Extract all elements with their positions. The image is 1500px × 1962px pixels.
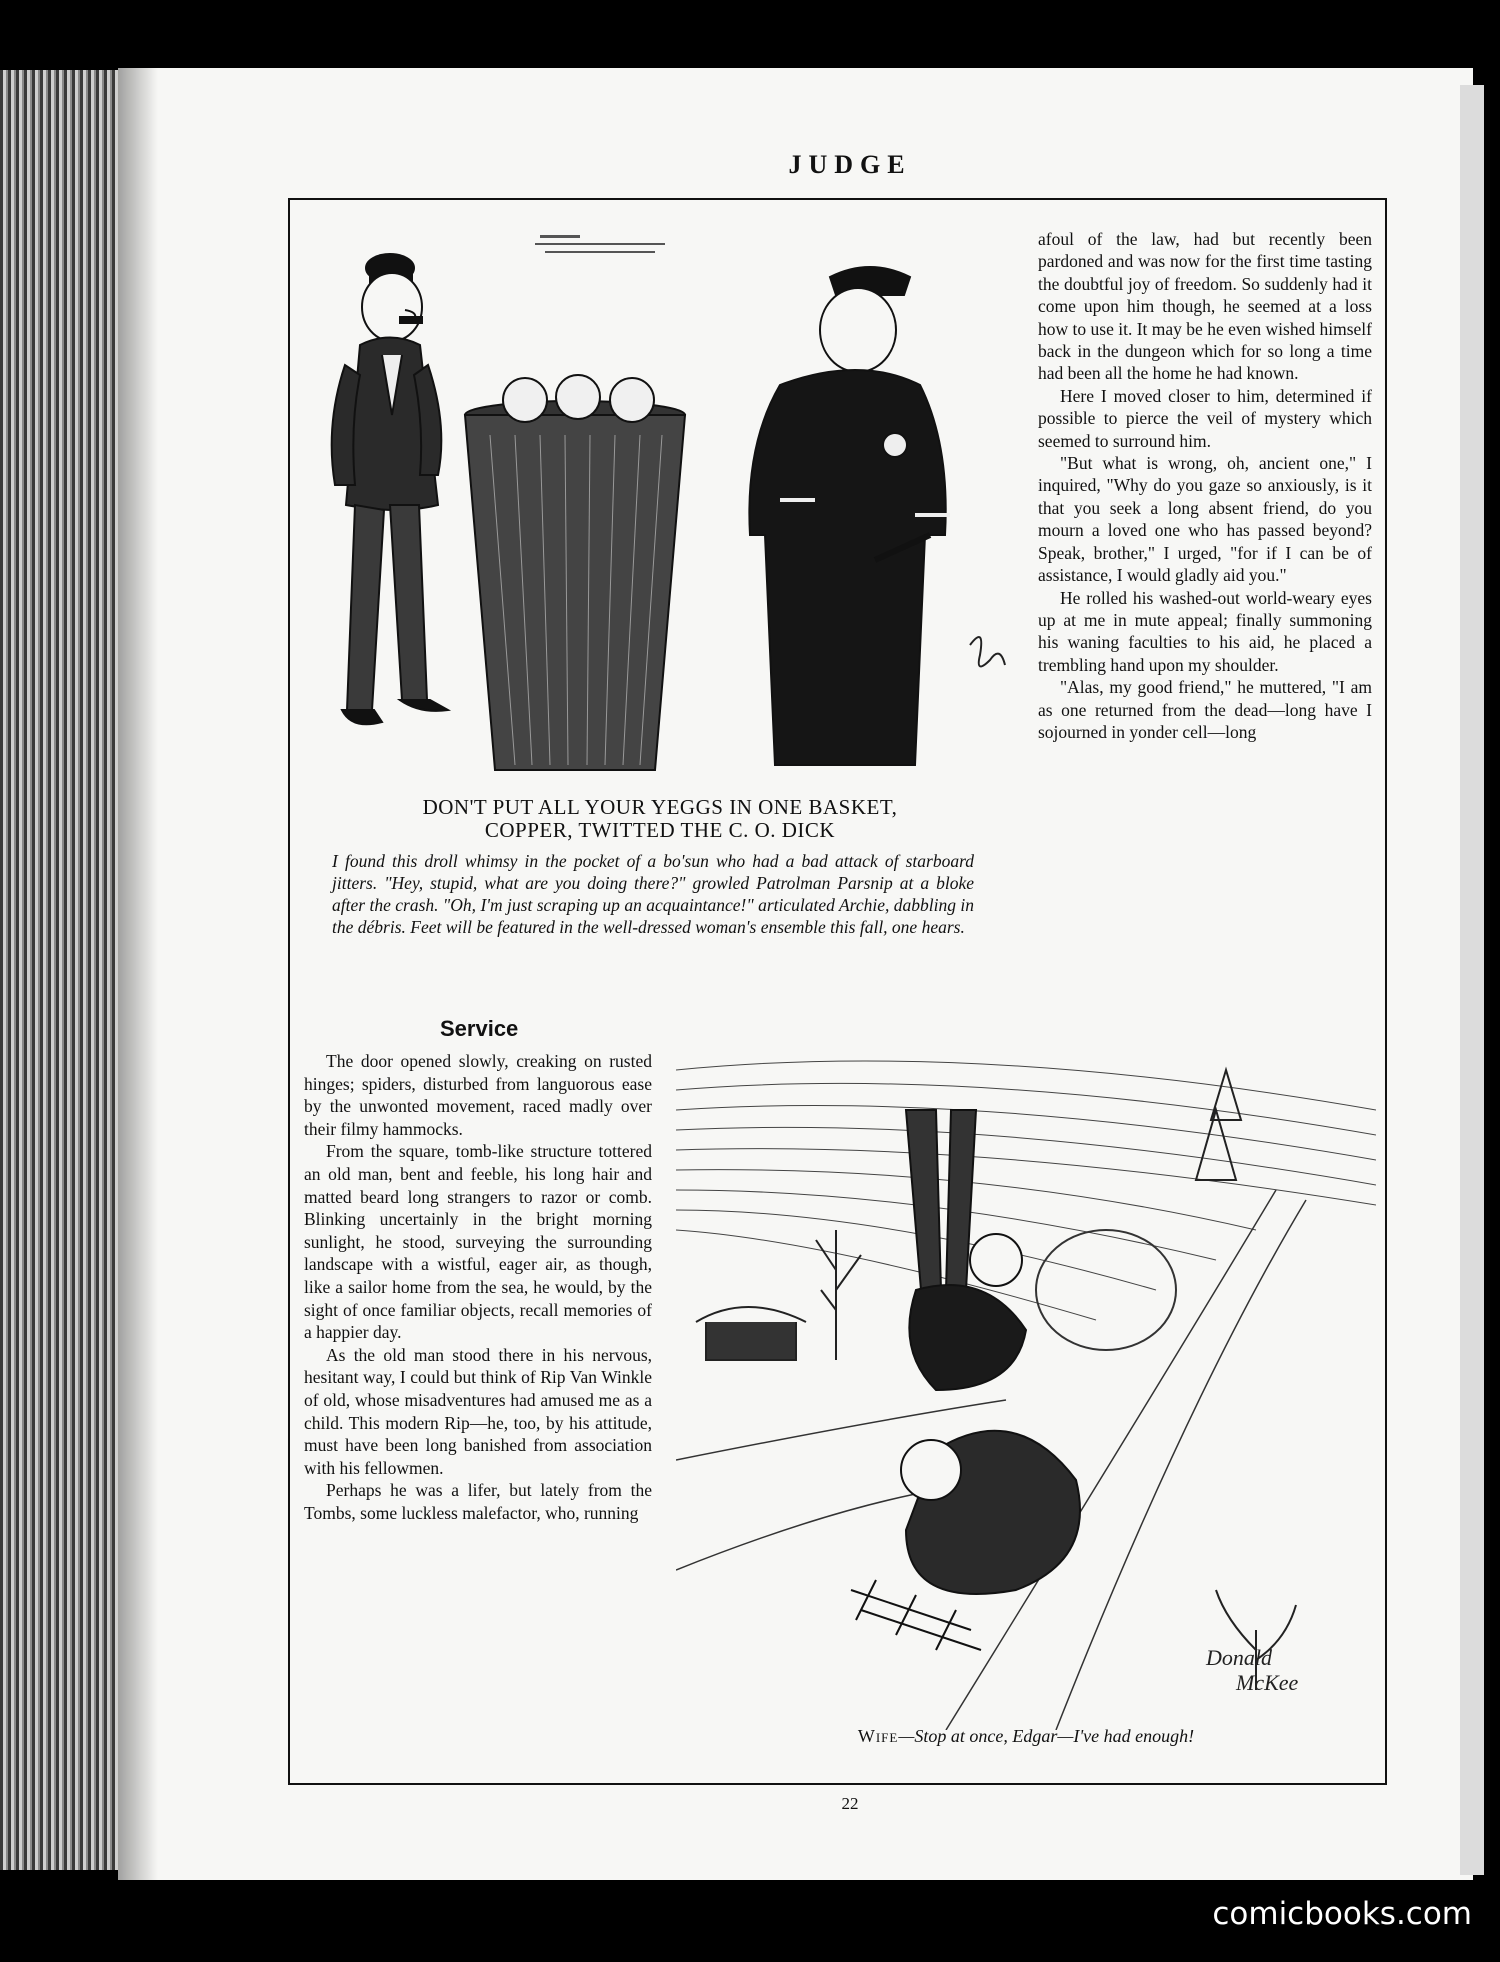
book-page-edges xyxy=(0,70,125,1870)
next-page-edge xyxy=(1460,85,1484,1875)
gutter-shadow xyxy=(118,68,158,1880)
article-paragraph: As the old man stood there in his nervous, hesitant way, I could but think of Rip Van Winkle of old, whose misadventures had amused me as a child. This modern Rip—he, too, by his attitude, must have been long banished from association with his fellowmen. xyxy=(304,1344,652,1478)
masthead: JUDGE xyxy=(788,150,912,179)
policeman-figure xyxy=(749,267,950,765)
wastebasket xyxy=(465,375,685,770)
caption-title-line2: COPPER, TWITTED THE C. O. DICK xyxy=(484,818,836,842)
stamp-text xyxy=(535,235,665,253)
caption-title-line1: DON'T PUT ALL YOUR YEGGS IN ONE BASKET, xyxy=(422,795,898,819)
cartoon-yeggs-basket xyxy=(310,215,1010,775)
article-paragraph: Here I moved closer to him, determined if possible to pierce the veil of mystery which seemed to surround him. xyxy=(1038,385,1372,451)
page-number: 22 xyxy=(841,1794,859,1813)
cottage xyxy=(696,1307,806,1360)
caption-speaker: Wife xyxy=(857,1726,899,1746)
article-paragraph: "Alas, my good friend," he muttered, "I am as one returned from the dead—long have I sojourned in yonder cell—long xyxy=(1038,677,1372,742)
article-paragraph: From the square, tomb-like structure tottered an old man, bent and feeble, his long hair and matted beard long strangers to razor or comb. Blinking uncertainly in the bright morning sunlight, he stood, surveying the surrounding landscape with a wistful, eager air, as though, like a sailor home from the sea, he would, by the sight of once familiar objects, recall memories of a happier day. xyxy=(304,1141,652,1343)
sled-cartoon-caption xyxy=(676,1726,1376,1747)
caption-text: —Stop at once, Edgar—I've had enough! xyxy=(898,1726,1195,1746)
article-right-column xyxy=(1038,228,1372,743)
article-paragraph: The door opened slowly, creaking on rusted hinges; spiders, disturbed from languorous ease by the unwonted movement, raced madly over their filmy hammocks. xyxy=(304,1051,652,1139)
artist-signature-rigby xyxy=(970,637,1005,666)
cartoon-caption-body: I found this droll whimsy in the pocket of a bo'sun who had a bad attack of starboard jitters. "Hey, stupid, what are you doing there?" growled Patrolman Parsnip at a bloke after the crash. "Oh, I'm just scraping up an acquaintance!" articulated Archie, dabbling in the débris. Feet will be featured in the well-dressed woman's ensemble this fall, one hears. xyxy=(332,851,974,937)
article-continuation: afoul of the law, had but recently been pardoned and was now for the first time tasting the doubtful joy of freedom. So suddenly had it come upon him though, he seemed at a loss how to use it. It may be he even wished himself back in the dungeon which for so long a time had been all the home he had known. xyxy=(1038,229,1372,384)
artist-signature-mckee xyxy=(1205,1645,1299,1695)
signature-line1: Donald xyxy=(1206,1645,1272,1670)
article-paragraph: Perhaps he was a lifer, but lately from the Tombs, some luckless malefactor, who, running xyxy=(304,1480,652,1523)
site-watermark: comicbooks.com xyxy=(1212,1896,1472,1932)
cartoon-caption-title xyxy=(330,796,990,842)
article-paragraph: He rolled his washed-out world-weary eyes up at me in mute appeal; finally summoning his waning faculties to his aid, he placed a trembling hand upon my shoulder. xyxy=(1038,587,1372,675)
article-paragraph: "But what is wrong, oh, ancient one," I inquired, "Why do you gaze so anxiously, is it that you seek a long absent friend, do you mourn a loved one who has passed beyond? Speak, brother," I urged, "for if I can be of assistance, I would gladly aid you." xyxy=(1038,453,1372,586)
cartoon-sled xyxy=(676,1050,1376,1730)
sky-hatching xyxy=(676,1061,1376,1320)
businessman-figure xyxy=(332,254,448,724)
article-left-column xyxy=(304,1050,652,1524)
signature-line2: McKee xyxy=(1236,1670,1299,1695)
article-heading: Service xyxy=(440,1016,519,1041)
